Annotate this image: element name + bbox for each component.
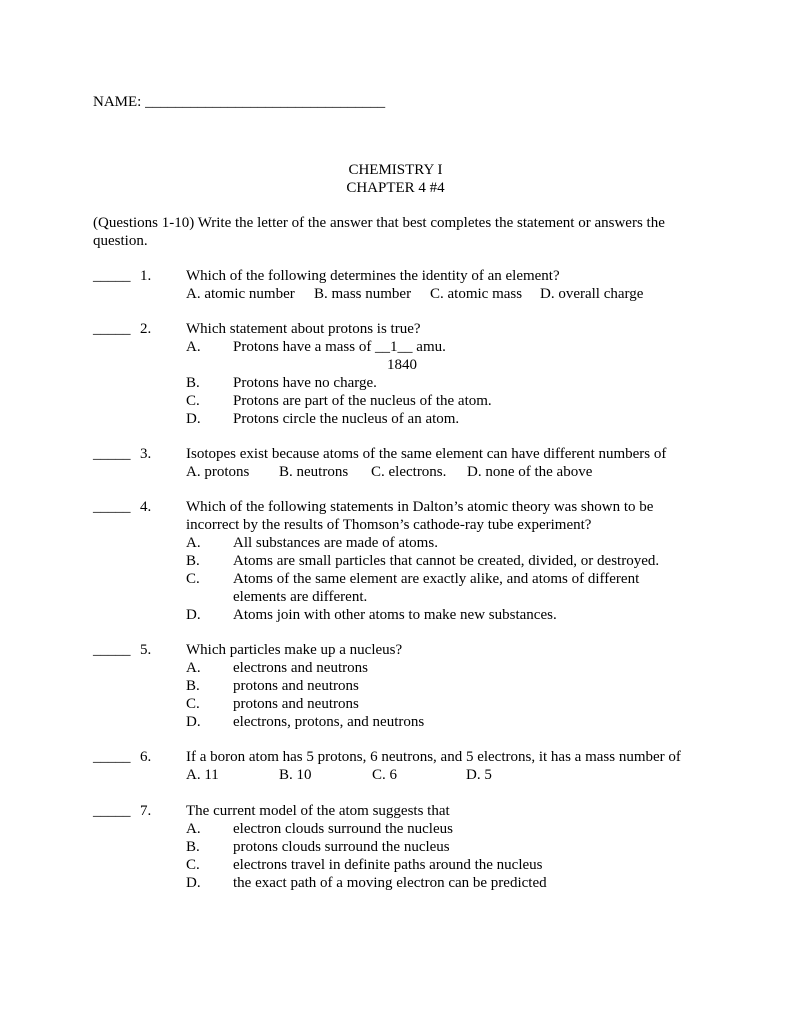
instructions-line-2: question. [93,233,148,249]
question-number: 7. [140,803,152,819]
option-text: Protons circle the nucleus of an atom. [233,411,460,427]
option-letter: D. [186,875,201,891]
inline-option-b: B. mass number [314,286,412,302]
option-text: electrons, protons, and neutrons [233,714,425,730]
option-text: protons and neutrons [233,678,359,694]
fraction-denominator: 1840 [387,357,417,373]
option-text: electrons travel in definite paths around the nucleus [233,857,543,873]
answer-blank[interactable]: _____ [93,499,131,515]
inline-option-a: A. atomic number [186,286,295,302]
option-text: Protons are part of the nucleus of the atom. [233,393,492,409]
page-title: CHEMISTRY I [348,162,443,178]
inline-option-d: D. none of the above [467,464,593,480]
inline-option-c: C. 6 [372,767,398,783]
inline-option-d: D. overall charge [540,286,644,302]
option-text: the exact path of a moving electron can be predicted [233,875,547,891]
question-stem-cont: incorrect by the results of Thomson’s cathode-ray tube experiment? [186,517,592,533]
option-letter: B. [186,839,200,855]
option-letter: D. [186,607,201,623]
page-subtitle: CHAPTER 4 #4 [346,180,445,196]
answer-blank[interactable]: _____ [93,268,131,284]
option-letter: B. [186,553,200,569]
option-text: protons and neutrons [233,696,359,712]
inline-option-c: C. atomic mass [430,286,523,302]
option-text: electrons and neutrons [233,660,368,676]
option-text: Atoms are small particles that cannot be created, divided, or destroyed. [233,553,660,569]
question-stem: Which particles make up a nucleus? [186,642,403,658]
option-text: Atoms of the same element are exactly alike, and atoms of different [233,571,640,587]
option-letter: C. [186,393,200,409]
option-letter: C. [186,857,200,873]
option-letter: A. [186,339,201,355]
question-number: 3. [140,446,152,462]
option-letter: C. [186,571,200,587]
option-text: protons clouds surround the nucleus [233,839,450,855]
option-text: Atoms join with other atoms to make new substances. [233,607,557,623]
answer-blank[interactable]: _____ [93,642,131,658]
question-number: 6. [140,749,152,765]
question-number: 5. [140,642,152,658]
option-letter: C. [186,696,200,712]
option-letter: A. [186,535,201,551]
inline-option-c: C. electrons. [371,464,447,480]
option-letter: B. [186,375,200,391]
inline-option-d: D. 5 [466,767,492,783]
option-letter: B. [186,678,200,694]
question-stem: Which of the following determines the identity of an element? [186,268,560,284]
option-text: Protons have a mass of __1__ amu. [233,339,446,355]
answer-blank[interactable]: _____ [93,749,131,765]
instructions-line-1: (Questions 1-10) Write the letter of the answer that best completes the statement or answers the [93,215,665,231]
inline-option-b: B. neutrons [279,464,349,480]
option-letter: D. [186,411,201,427]
question-stem: Which of the following statements in Dalton’s atomic theory was shown to be [186,499,654,515]
answer-blank[interactable]: _____ [93,446,131,462]
name-field[interactable]: NAME: ________________________________ [93,94,386,110]
question-stem: Which statement about protons is true? [186,321,421,337]
question-number: 2. [140,321,152,337]
option-letter: A. [186,660,201,676]
answer-blank[interactable]: _____ [93,321,131,337]
answer-blank[interactable]: _____ [93,803,131,819]
inline-option-a: A. protons [186,464,250,480]
question-stem: If a boron atom has 5 protons, 6 neutrons, and 5 electrons, it has a mass number of [186,749,681,765]
option-text-cont: elements are different. [233,589,368,605]
inline-option-b: B. 10 [279,767,312,783]
question-number: 1. [140,268,152,284]
inline-option-a: A. 11 [186,767,219,783]
option-letter: D. [186,714,201,730]
option-letter: A. [186,821,201,837]
option-text: electron clouds surround the nucleus [233,821,453,837]
question-stem: Isotopes exist because atoms of the same element can have different numbers of [186,446,667,462]
option-text: Protons have no charge. [233,375,377,391]
option-text: All substances are made of atoms. [233,535,438,551]
question-stem: The current model of the atom suggests that [186,803,450,819]
question-number: 4. [140,499,152,515]
